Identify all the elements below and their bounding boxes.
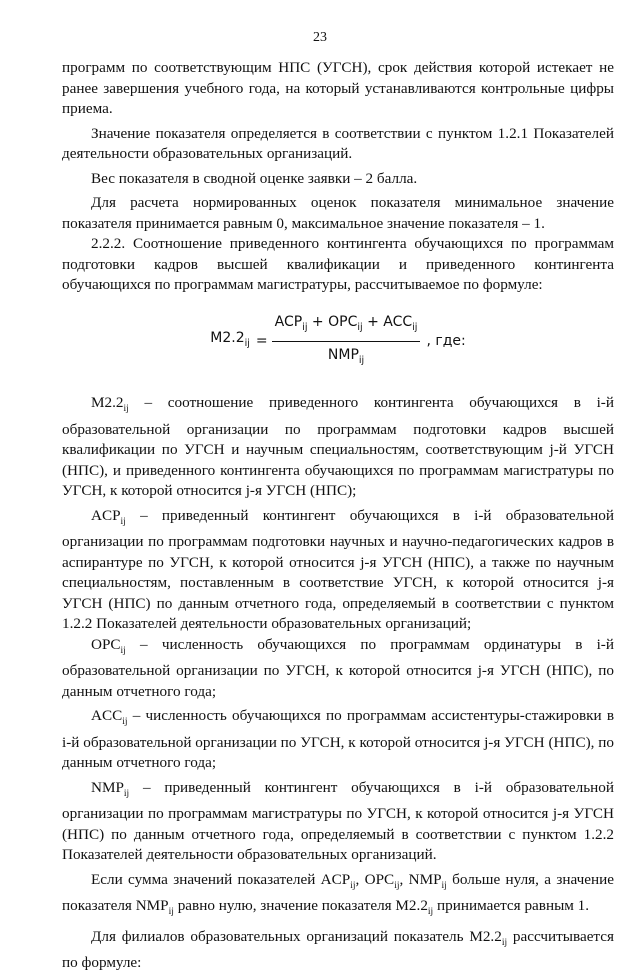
definition-opc: $OPC_{ij}$ – численность обучающихся по программам ординатуры в i-й образовательной организации по УГСН, к которой относится j-я УГСН (НПС), по данным отчетного года; [62, 635, 614, 700]
definition-acc: $ACC_{ij}$ – численность обучающихся по программам ассистентуры-стажировки в i-й образовательной организации по УГСН, к которой относится j-я УГСН (НПС), по данным отчетного года; [62, 707, 614, 772]
formula-lhs: $M2.2_{ij}$ [210, 330, 250, 349]
paragraph-branches: Для филиалов образовательных организаций показатель $M2.2_{ij}$ рассчитывается по формуле: [62, 927, 614, 972]
formula-denominator: $NMP_{ij}$ [327, 346, 365, 366]
paragraph-indicator-value: Значение показателя определяется в соответствии с пунктом 1.2.1 Показателей деятельности образовательных организаций. [62, 124, 614, 162]
paragraph-indicator-weight: Вес показателя в сводной оценке заявки – 2 балла. [91, 169, 418, 187]
paragraph-continuation: программ по соответствующим НПС (УГСН), срок действия которой истекает не ранее завершения учебного года, на который устанавливаются контрольные цифры приема. [62, 59, 614, 117]
formula-numerator: $ACP_{ij} + OPC_{ij} + ACC_{ij}$ [272, 312, 421, 342]
definition-m2-2: $M2.2_{ij}$ – соотношение приведенного контингента обучающихся в i-й образовательной организации по программам подготовки кадров высшей квалификации по УГСН и научным специальностям, соответствующим j-й УГСН (НПС), и приведенного контингента обучающихся по программам магистратуры по УГСН, к которой относится j-я УГСН (НПС); [62, 394, 614, 500]
definition-nmp: $NMP_{ij}$ – приведенный контингент обучающихся в i-й образовательной организации по программам магистратуры по УГСН, к которой относится j-я УГСН (НПС) по данным отчетного года, определяемый в соответствии с пунктом 1.2.2 Показателей деятельности образовательных организаций. [62, 778, 614, 864]
formula-fraction [272, 312, 421, 372]
formula-equals: = [255, 333, 268, 350]
formula-where: , где: [426, 333, 466, 350]
paragraph-section-2-2-2: 2.2.2. Соотношение приведенного контингента обучающихся по программам подготовки кадров высшей квалификации и приведенного контингента обучающихся по программам магистратуры, рассчитываемое по формуле: [62, 235, 614, 293]
definition-acp: $ACP_{ij}$ – приведенный контингент обучающихся в i-й образовательной организации по программам подготовки научных и научно-педагогических кадров в аспирантуре по УГСН, к которой относится j-я УГСН (НПС), а также по научным специальностям, поставленным в соответствие УГСН, к которой относится j-я УГСН (НПС) по данным отчетного года, определяемый в соответствии с пунктом 1.2.2 Показателей деятельности образовательных организаций; [62, 506, 614, 633]
page-content [62, 58, 614, 974]
paragraph-normalization: Для расчета нормированных оценок показателя минимальное значение показателя принимается равным 0, максимальное значение показателя – 1. [62, 194, 614, 232]
page-number: 23 [313, 30, 327, 45]
formula-m2-2 [62, 312, 614, 372]
paragraph-zero-denominator: Если сумма значений показателей $ACP_{ij}$, $OPC_{ij}$, $NMP_{ij}$ больше нуля, а значение показателя $NMP_{ij}$ равно нулю, значение показателя $M2.2_{ij}$ принимается равным 1. [62, 870, 615, 918]
